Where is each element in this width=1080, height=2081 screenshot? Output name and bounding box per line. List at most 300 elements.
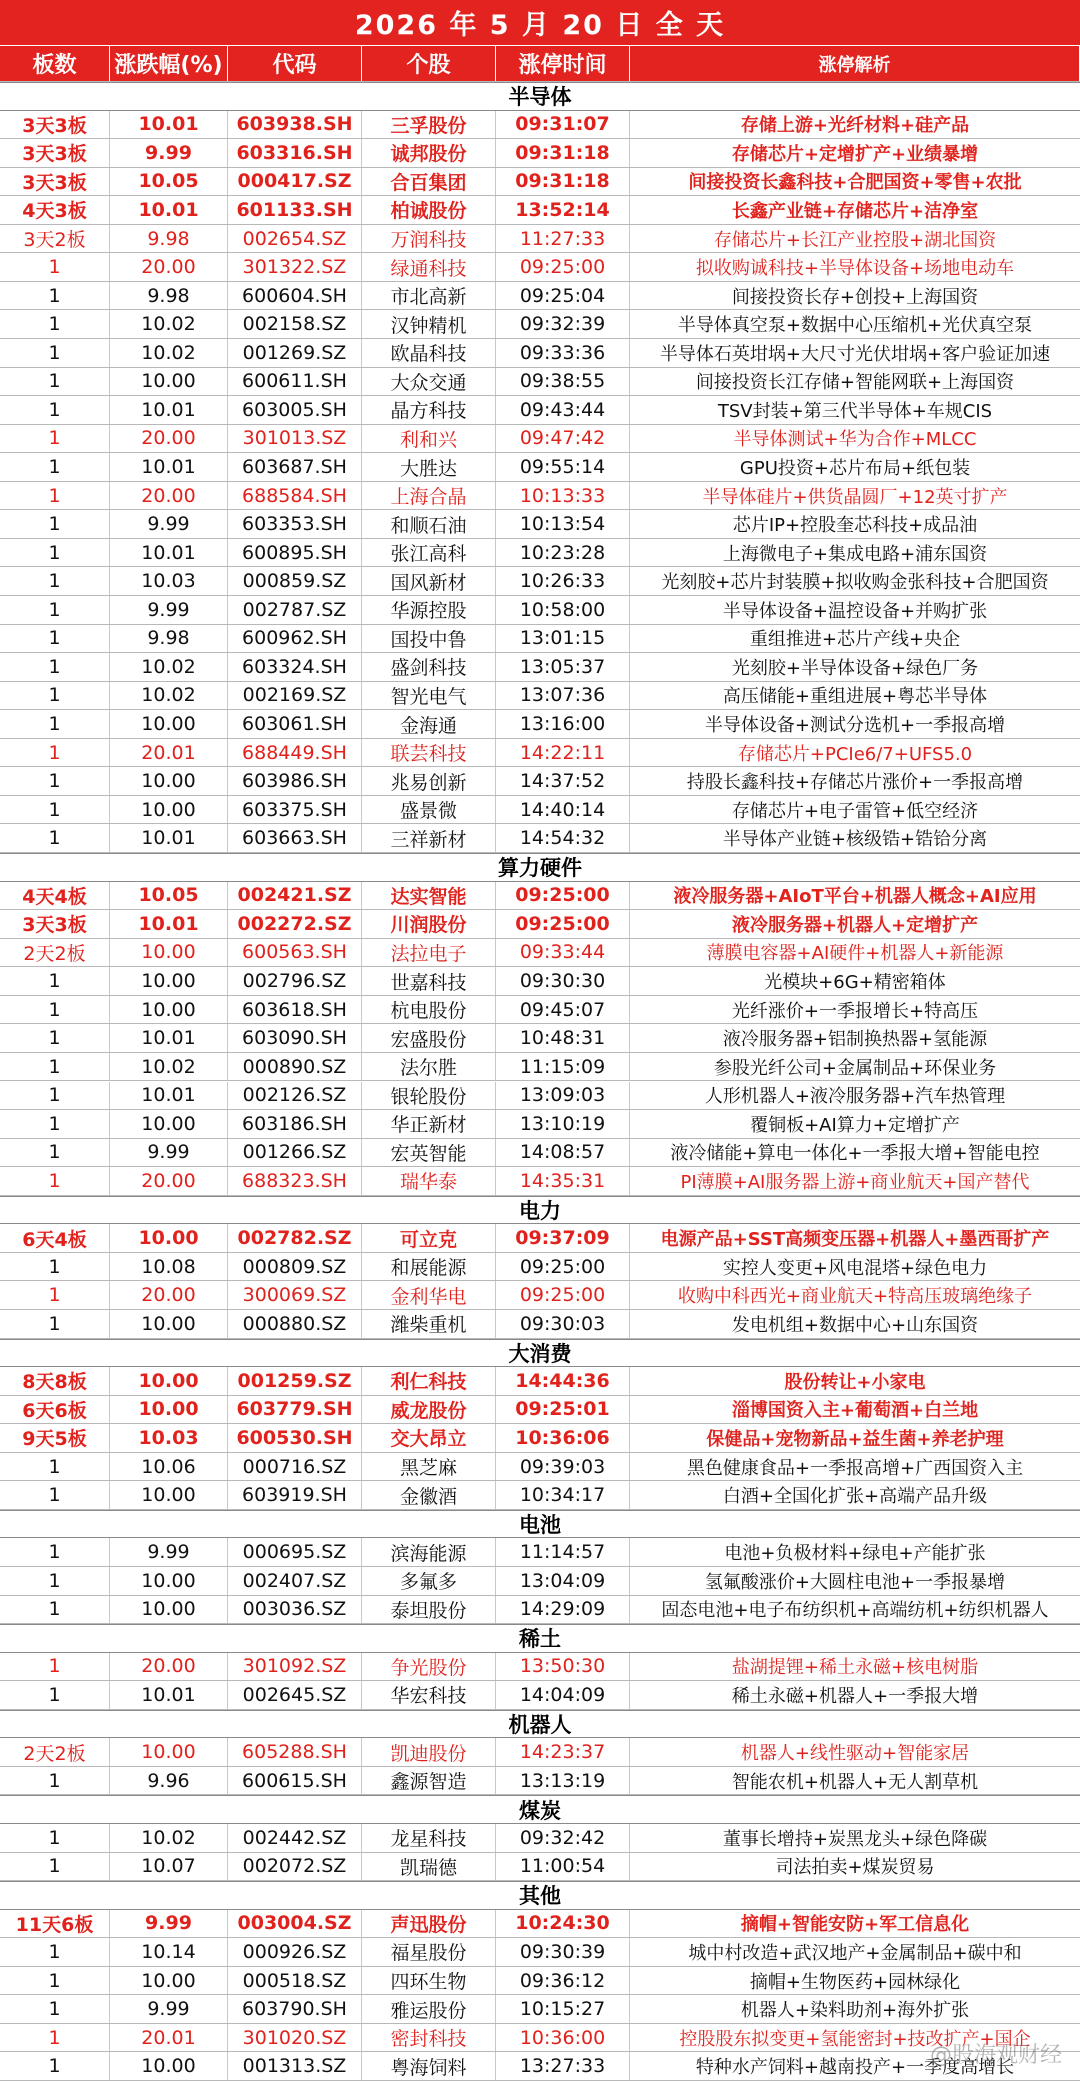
table-row [0, 967, 1080, 996]
pct-cell: 10.05 [110, 168, 228, 196]
table-row [0, 882, 1080, 911]
reason-cell: 董事长增持+炭黑龙头+绿色降碳 [722, 1828, 988, 1850]
board-cell: 1 [0, 1082, 110, 1110]
code-cell: 001266.SZ [228, 1139, 362, 1167]
reason-cell: 持股长鑫科技+存储芯片涨价+一季报高增 [686, 772, 1024, 794]
pct-cell: 20.00 [110, 482, 228, 510]
board-cell: 1 [0, 1824, 110, 1852]
pct-cell: 10.02 [110, 653, 228, 681]
reason-cell: 智能农机+机器人+无人割草机 [731, 1771, 979, 1793]
pct-cell: 10.00 [110, 1481, 228, 1509]
stock-cell: 杭电股份 [362, 996, 496, 1024]
reason-cell: 参股光纤公司+金属制品+环保业务 [713, 1057, 997, 1079]
pct-cell: 10.05 [110, 882, 228, 910]
code-cell: 001313.SZ [228, 2052, 362, 2080]
reason-cell: 液冷储能+算电一体化+一季报大增+智能电控 [670, 1143, 1040, 1165]
pct-cell: 9.99 [110, 1538, 228, 1566]
time-cell: 09:25:00 [496, 253, 630, 281]
pct-cell: 9.98 [110, 225, 228, 253]
stock-cell: 汉钟精机 [362, 310, 496, 338]
header-time: 涨停时间 [496, 46, 630, 81]
stock-cell: 滨海能源 [362, 1538, 496, 1566]
pct-cell: 10.01 [110, 196, 228, 224]
table-row [0, 653, 1080, 682]
pct-cell: 10.01 [110, 910, 228, 938]
pct-cell: 10.01 [110, 1681, 228, 1709]
stock-cell: 诚邦股份 [362, 139, 496, 167]
reason-cell: 收购中科西光+商业航天+特高压玻璃绝缘子 [677, 1286, 1033, 1308]
code-cell: 002407.SZ [228, 1567, 362, 1595]
table-row [0, 1453, 1080, 1482]
table-row [0, 996, 1080, 1025]
pct-cell: 10.01 [110, 539, 228, 567]
table-row [0, 1310, 1080, 1339]
time-cell: 10:26:33 [496, 567, 630, 595]
reason-cell: 半导体石英坩埚+大尺寸光伏坩埚+客户验证加速 [659, 343, 1051, 365]
code-cell: 002442.SZ [228, 1824, 362, 1852]
code-cell: 003036.SZ [228, 1596, 362, 1624]
table-row [0, 396, 1080, 425]
stock-cell: 凯瑞德 [362, 1853, 496, 1881]
time-cell: 09:43:44 [496, 396, 630, 424]
board-cell: 1 [0, 1139, 110, 1167]
time-cell: 09:32:42 [496, 1824, 630, 1852]
pct-cell: 20.00 [110, 1167, 228, 1195]
code-cell: 000417.SZ [228, 168, 362, 196]
board-cell: 4天4板 [0, 882, 110, 910]
code-cell: 002421.SZ [228, 882, 362, 910]
pct-cell: 10.02 [110, 1053, 228, 1081]
board-cell: 1 [0, 1310, 110, 1338]
stock-cell: 瑞华泰 [362, 1167, 496, 1195]
reason-cell: TSV封装+第三代半导体+车规CIS [717, 400, 993, 422]
table-row [0, 625, 1080, 654]
board-cell: 1 [0, 425, 110, 453]
code-cell: 000880.SZ [228, 1310, 362, 1338]
pct-cell: 20.00 [110, 1281, 228, 1309]
time-cell: 14:54:32 [496, 824, 630, 852]
code-cell: 000859.SZ [228, 567, 362, 595]
time-cell: 10:36:06 [496, 1424, 630, 1452]
code-cell: 600615.SH [228, 1767, 362, 1795]
board-cell: 3天3板 [0, 910, 110, 938]
board-cell: 1 [0, 682, 110, 710]
reason-cell: 高压储能+重组进展+粤芯半导体 [722, 686, 988, 708]
pct-cell: 10.14 [110, 1938, 228, 1966]
stock-cell: 利仁科技 [362, 1367, 496, 1395]
stock-cell: 鑫源智造 [362, 1767, 496, 1795]
board-cell: 1 [0, 2024, 110, 2052]
board-cell: 1 [0, 1567, 110, 1595]
board-cell: 2天2板 [0, 939, 110, 967]
reason-cell: 摘帽+智能安防+军工信息化 [740, 1914, 970, 1936]
time-cell: 14:04:09 [496, 1681, 630, 1709]
stock-cell: 银轮股份 [362, 1082, 496, 1110]
pct-cell: 10.00 [110, 939, 228, 967]
pct-cell: 10.00 [110, 368, 228, 396]
reason-cell: 光刻胶+半导体设备+绿色厂务 [731, 657, 979, 679]
time-cell: 11:00:54 [496, 1853, 630, 1881]
stock-cell: 争光股份 [362, 1653, 496, 1681]
pct-cell: 9.99 [110, 1995, 228, 2023]
section-header: 其他 [0, 1881, 1080, 1910]
code-cell: 603353.SH [228, 510, 362, 538]
board-cell: 3天3板 [0, 111, 110, 139]
reason-cell: 长鑫产业链+存储芯片+洁净室 [731, 200, 979, 222]
time-cell: 10:13:33 [496, 482, 630, 510]
stock-cell: 福星股份 [362, 1938, 496, 1966]
table-row [0, 1938, 1080, 1967]
stock-cell: 三孚股份 [362, 111, 496, 139]
board-cell: 1 [0, 1967, 110, 1995]
reason-cell: 淄博国资入主+葡萄酒+白兰地 [731, 1400, 979, 1422]
board-cell: 1 [0, 396, 110, 424]
stock-cell: 泰坦股份 [362, 1596, 496, 1624]
table-row [0, 2024, 1080, 2053]
table-row [0, 710, 1080, 739]
board-cell: 1 [0, 510, 110, 538]
time-cell: 10:24:30 [496, 1910, 630, 1938]
board-cell: 1 [0, 967, 110, 995]
board-cell: 1 [0, 996, 110, 1024]
table-row [0, 1538, 1080, 1567]
reason-cell: 黑色健康食品+一季报高增+广西国资入主 [686, 1457, 1024, 1479]
time-cell: 10:34:17 [496, 1481, 630, 1509]
stock-cell: 黑芝麻 [362, 1453, 496, 1481]
reason-cell: 存储芯片+长江产业控股+湖北国资 [713, 229, 997, 251]
stock-cell: 华源控股 [362, 596, 496, 624]
stock-cell: 金利华电 [362, 1281, 496, 1309]
reason-cell: 半导体设备+温控设备+并购扩张 [722, 600, 988, 622]
table-row [0, 1967, 1080, 1996]
reason-cell: 电池+负极材料+绿电+产能扩张 [724, 1543, 986, 1565]
pct-cell: 10.00 [110, 1367, 228, 1395]
pct-cell: 10.08 [110, 1253, 228, 1281]
table-row [0, 1995, 1080, 2024]
time-cell: 10:23:28 [496, 539, 630, 567]
table-row [0, 1767, 1080, 1796]
code-cell: 000809.SZ [228, 1253, 362, 1281]
reason-cell: 液冷服务器+机器人+定增扩产 [731, 914, 979, 936]
board-cell: 3天2板 [0, 225, 110, 253]
pct-cell: 10.00 [110, 2052, 228, 2080]
header-code: 代码 [228, 46, 362, 81]
stock-cell: 和顺石油 [362, 510, 496, 538]
reason-cell: 存储芯片+定增扩产+业绩暴增 [731, 143, 979, 165]
pct-cell: 10.00 [110, 1738, 228, 1766]
board-cell: 1 [0, 253, 110, 281]
table-row [0, 225, 1080, 254]
time-cell: 10:58:00 [496, 596, 630, 624]
stock-cell: 大胜达 [362, 453, 496, 481]
stock-cell: 华宏科技 [362, 1681, 496, 1709]
reason-cell: 氢氟酸涨价+大圆柱电池+一季报暴增 [704, 1571, 1006, 1593]
board-cell: 1 [0, 1453, 110, 1481]
table-row [0, 196, 1080, 225]
code-cell: 600611.SH [228, 368, 362, 396]
stock-cell: 法拉电子 [362, 939, 496, 967]
table-row [0, 1853, 1080, 1882]
pct-cell: 10.00 [110, 1967, 228, 1995]
board-cell: 1 [0, 567, 110, 595]
stock-cell: 盛景微 [362, 796, 496, 824]
time-cell: 14:29:09 [496, 1596, 630, 1624]
board-cell: 1 [0, 1253, 110, 1281]
table-row [0, 1167, 1080, 1196]
stock-cell: 金徽酒 [362, 1481, 496, 1509]
section-header: 电力 [0, 1196, 1080, 1225]
reason-cell: 液冷服务器+铝制换热器+氢能源 [722, 1029, 988, 1051]
section-header: 半导体 [0, 82, 1080, 111]
code-cell: 002169.SZ [228, 682, 362, 710]
table-row [0, 168, 1080, 197]
pct-cell: 20.01 [110, 739, 228, 767]
pct-cell: 10.00 [110, 1310, 228, 1338]
pct-cell: 20.00 [110, 253, 228, 281]
time-cell: 14:37:52 [496, 767, 630, 795]
reason-cell: 摘帽+生物医药+园林绿化 [749, 1971, 961, 1993]
time-cell: 09:38:55 [496, 368, 630, 396]
code-cell: 688449.SH [228, 739, 362, 767]
code-cell: 000926.SZ [228, 1938, 362, 1966]
time-cell: 09:39:03 [496, 1453, 630, 1481]
stock-cell: 法尔胜 [362, 1053, 496, 1081]
code-cell: 002787.SZ [228, 596, 362, 624]
pct-cell: 10.02 [110, 682, 228, 710]
board-cell: 8天8板 [0, 1367, 110, 1395]
code-cell: 002072.SZ [228, 1853, 362, 1881]
reason-cell: 城中村改造+武汉地产+金属制品+碳中和 [688, 1942, 1022, 1964]
reason-cell: 白酒+全国化扩张+高端产品升级 [722, 1486, 988, 1508]
reason-cell: GPU投资+芯片布局+纸包装 [739, 458, 971, 479]
table-row [0, 510, 1080, 539]
time-cell: 13:52:14 [496, 196, 630, 224]
reason-cell: 稀土永磁+机器人+一季报大增 [731, 1685, 979, 1707]
time-cell: 10:15:27 [496, 1995, 630, 2023]
reason-cell: 存储芯片+PCIe6/7+UFS5.0 [737, 743, 973, 765]
pct-cell: 10.00 [110, 1567, 228, 1595]
stock-cell: 可立克 [362, 1224, 496, 1252]
table-row [0, 368, 1080, 397]
pct-cell: 20.01 [110, 2024, 228, 2052]
watermark: @股海观财经 [929, 2043, 1062, 2068]
reason-cell: 间接投资长鑫科技+合肥国资+零售+农批 [688, 172, 1022, 194]
stock-cell: 盛剑科技 [362, 653, 496, 681]
stock-cell: 智光电气 [362, 682, 496, 710]
table-row [0, 425, 1080, 454]
reason-cell: 半导体设备+测试分选机+一季报高增 [704, 715, 1006, 737]
table-row [0, 767, 1080, 796]
reason-cell: 电源产品+SST高频变压器+机器人+墨西哥扩产 [660, 1229, 1050, 1251]
time-cell: 09:33:44 [496, 939, 630, 967]
pct-cell: 10.02 [110, 339, 228, 367]
code-cell: 603663.SH [228, 824, 362, 852]
table-row [0, 596, 1080, 625]
stock-cell: 华正新材 [362, 1110, 496, 1138]
section-header: 电池 [0, 1510, 1080, 1539]
pct-cell: 10.02 [110, 310, 228, 338]
reason-cell: 光刻胶+芯片封装膜+拟收购金张科技+合肥国资 [661, 572, 1049, 594]
code-cell: 301013.SZ [228, 425, 362, 453]
reason-cell: 实控人变更+风电混塔+绿色电力 [722, 1257, 988, 1279]
section-header: 大消费 [0, 1339, 1080, 1368]
reason-cell: 半导体真空泵+数据中心压缩机+光伏真空泵 [677, 315, 1033, 337]
pct-cell: 9.99 [110, 510, 228, 538]
reason-cell: 芯片IP+控股奎芯科技+成品油 [732, 515, 978, 537]
time-cell: 09:47:42 [496, 425, 630, 453]
table-row [0, 1053, 1080, 1082]
code-cell: 000695.SZ [228, 1538, 362, 1566]
board-cell: 3天3板 [0, 139, 110, 167]
pct-cell: 10.01 [110, 396, 228, 424]
reason-cell: 薄膜电容器+AI硬件+机器人+新能源 [706, 943, 1004, 965]
board-cell: 1 [0, 482, 110, 510]
pct-cell: 10.00 [110, 1596, 228, 1624]
stock-cell: 川润股份 [362, 910, 496, 938]
code-cell: 301322.SZ [228, 253, 362, 281]
pct-cell: 9.96 [110, 1767, 228, 1795]
stock-cell: 潍柴重机 [362, 1310, 496, 1338]
table-row [0, 939, 1080, 968]
table-row [0, 1910, 1080, 1939]
table-row [0, 1110, 1080, 1139]
pct-cell: 10.00 [110, 767, 228, 795]
pct-cell: 9.98 [110, 282, 228, 310]
table-row [0, 1281, 1080, 1310]
table-row [0, 1396, 1080, 1425]
time-cell: 09:25:01 [496, 1396, 630, 1424]
stock-cell: 密封科技 [362, 2024, 496, 2052]
stock-cell: 国投中鲁 [362, 625, 496, 653]
table-row [0, 1082, 1080, 1111]
reason-cell: 股份转让+小家电 [784, 1371, 926, 1393]
code-cell: 603324.SH [228, 653, 362, 681]
board-cell: 1 [0, 1938, 110, 1966]
time-cell: 13:10:19 [496, 1110, 630, 1138]
code-cell: 002272.SZ [228, 910, 362, 938]
stock-cell: 市北高新 [362, 282, 496, 310]
pct-cell: 9.98 [110, 625, 228, 653]
reason-cell: 保健品+宠物新品+益生菌+养老护理 [706, 1428, 1004, 1450]
board-cell: 1 [0, 1281, 110, 1309]
board-cell: 1 [0, 2052, 110, 2080]
code-cell: 600563.SH [228, 939, 362, 967]
table-row [0, 1224, 1080, 1253]
reason-cell: 半导体产业链+核级锆+锆铪分离 [722, 829, 988, 851]
code-cell: 603986.SH [228, 767, 362, 795]
board-cell: 1 [0, 1167, 110, 1195]
stock-cell: 龙星科技 [362, 1824, 496, 1852]
code-cell: 603938.SH [228, 111, 362, 139]
table-row [0, 111, 1080, 140]
board-cell: 1 [0, 1995, 110, 2023]
time-cell: 13:50:30 [496, 1653, 630, 1681]
board-cell: 1 [0, 1767, 110, 1795]
time-cell: 13:07:36 [496, 682, 630, 710]
code-cell: 600530.SH [228, 1424, 362, 1452]
board-cell: 9天5板 [0, 1424, 110, 1452]
pct-cell: 10.01 [110, 453, 228, 481]
board-cell: 6天6板 [0, 1396, 110, 1424]
reason-cell: 拟收购诚科技+半导体设备+场地电动车 [695, 258, 1015, 280]
table-row [0, 1824, 1080, 1853]
board-cell: 1 [0, 282, 110, 310]
stock-cell: 达实智能 [362, 882, 496, 910]
table-row [0, 310, 1080, 339]
board-cell: 1 [0, 1538, 110, 1566]
reason-cell: 覆铜板+AI算力+定增扩产 [750, 1114, 960, 1136]
code-cell: 002126.SZ [228, 1082, 362, 1110]
board-cell: 1 [0, 1653, 110, 1681]
board-cell: 4天3板 [0, 196, 110, 224]
table-row [0, 1424, 1080, 1453]
time-cell: 09:45:07 [496, 996, 630, 1024]
code-cell: 603790.SH [228, 1995, 362, 2023]
stock-cell: 金海通 [362, 710, 496, 738]
time-cell: 14:23:37 [496, 1738, 630, 1766]
time-cell: 09:31:07 [496, 111, 630, 139]
stock-cell: 合百集团 [362, 168, 496, 196]
table-row [0, 824, 1080, 853]
board-cell: 1 [0, 767, 110, 795]
stock-cell: 凯迪股份 [362, 1738, 496, 1766]
reason-cell: 固态电池+电子布纺织机+高端纺机+纺织机器人 [661, 1600, 1049, 1622]
time-cell: 14:40:14 [496, 796, 630, 824]
code-cell: 001259.SZ [228, 1367, 362, 1395]
code-cell: 601133.SH [228, 196, 362, 224]
pct-cell: 10.00 [110, 996, 228, 1024]
time-cell: 09:37:09 [496, 1224, 630, 1252]
table-row [0, 910, 1080, 939]
table-row [0, 1738, 1080, 1767]
table-row [0, 282, 1080, 311]
board-cell: 11天6板 [0, 1910, 110, 1938]
header-pct: 涨跌幅(%) [110, 46, 228, 81]
code-cell: 603005.SH [228, 396, 362, 424]
time-cell: 11:15:09 [496, 1053, 630, 1081]
code-cell: 301020.SZ [228, 2024, 362, 2052]
stock-cell: 交大昂立 [362, 1424, 496, 1452]
time-cell: 09:32:39 [496, 310, 630, 338]
time-cell: 13:13:19 [496, 1767, 630, 1795]
reason-cell: 机器人+染料助剂+海外扩张 [740, 2000, 970, 2022]
time-cell: 09:30:39 [496, 1938, 630, 1966]
code-cell: 603061.SH [228, 710, 362, 738]
time-cell: 10:36:00 [496, 2024, 630, 2052]
table-row [0, 1253, 1080, 1282]
reason-cell: 发电机组+数据中心+山东国资 [731, 1314, 979, 1336]
board-cell: 1 [0, 1481, 110, 1509]
code-cell: 003004.SZ [228, 1910, 362, 1938]
table-row [0, 1139, 1080, 1168]
stock-cell: 世嘉科技 [362, 967, 496, 995]
table-row [0, 682, 1080, 711]
table-title: 2026 年 5 月 20 日 全 天 [0, 0, 1080, 46]
board-cell: 1 [0, 1053, 110, 1081]
reason-cell: 间接投资长存+创投+上海国资 [731, 286, 979, 308]
reason-cell: 重组推进+芯片产线+央企 [749, 629, 961, 651]
stock-cell: 和展能源 [362, 1253, 496, 1281]
pct-cell: 9.99 [110, 1139, 228, 1167]
board-cell: 1 [0, 596, 110, 624]
pct-cell: 10.03 [110, 1424, 228, 1452]
stock-cell: 威龙股份 [362, 1396, 496, 1424]
table-row [0, 139, 1080, 168]
time-cell: 09:25:00 [496, 1253, 630, 1281]
code-cell: 603375.SH [228, 796, 362, 824]
stock-cell: 多氟多 [362, 1567, 496, 1595]
board-cell: 1 [0, 1681, 110, 1709]
